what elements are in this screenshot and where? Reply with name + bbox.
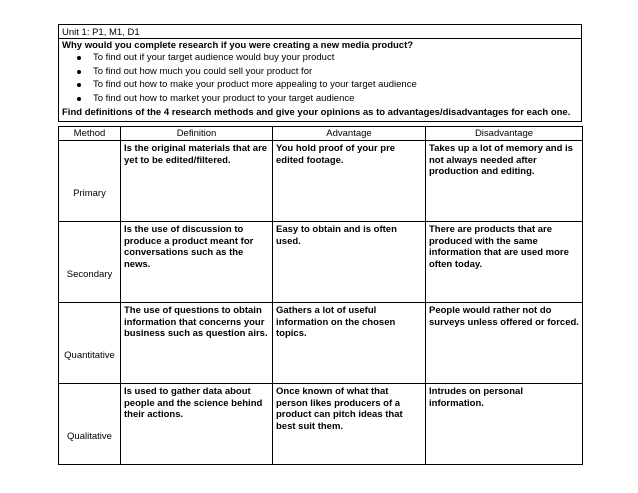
method-cell [59,141,121,222]
method-cell [59,384,121,465]
method-cell [59,303,121,384]
column-header-disadvantage: Disadvantage [426,127,583,141]
table-row [59,303,583,384]
unit-line: Unit 1: P1, M1, D1 [59,25,581,39]
bullet-item [93,79,578,93]
disadvantage-cell: Takes up a lot of memory and is not always needed after production and editing. [426,141,583,222]
bullet-icon [77,83,81,87]
bullet-list [62,52,578,106]
advantage-cell: You hold proof of your pre edited footage. [273,141,426,222]
bullet-text: To find out how to make your product more appealing to your target audience [93,79,417,91]
disadvantage-cell: Intrudes on personal information. [426,384,583,465]
header-box [58,24,582,122]
bullet-icon [77,70,81,74]
question-block [59,39,581,121]
advantage-cell: Easy to obtain and is often used. [273,222,426,303]
bullet-text: To find out how much you could sell your product for [93,65,313,77]
bullet-item [93,52,578,66]
bullet-icon [77,56,81,60]
bullet-text: To find out how to market your product to your target audience [93,92,355,104]
bullet-item [93,66,578,80]
definition-cell: Is the use of discussion to produce a product meant for conversations such as the news. [121,222,273,303]
method-label: Primary [73,187,106,199]
advantage-cell: Once known of what that person likes producers of a product can pitch ideas that best suit them. [273,384,426,465]
definition-cell: Is the original materials that are yet to be edited/filtered. [121,141,273,222]
advantage-cell: Gathers a lot of useful information on the chosen topics. [273,303,426,384]
method-label: Qualitative [67,430,112,442]
method-label: Secondary [66,268,113,280]
task-text: Find definitions of the 4 research methods and give your opinions as to advantages/disadvantages for each one. [62,107,571,119]
column-header-definition: Definition [121,127,273,141]
method-cell [59,222,121,303]
bullet-icon [77,97,81,101]
definition-cell: The use of questions to obtain information that concerns your business such as question airs. [121,303,273,384]
bullet-item [93,93,578,107]
bullet-text: To find out if your target audience would buy your product [93,52,335,64]
table-row [59,384,583,465]
table-header-row [59,127,583,141]
definition-cell: Is used to gather data about people and the science behind their actions. [121,384,273,465]
table-row [59,141,583,222]
column-header-advantage: Advantage [273,127,426,141]
method-label: Quantitative [64,349,115,361]
column-header-method: Method [59,127,121,141]
research-methods-table [58,126,583,465]
disadvantage-cell: People would rather not do surveys unless offered or forced. [426,303,583,384]
table-row [59,222,583,303]
disadvantage-cell: There are products that are produced with the same information that are used more often today. [426,222,583,303]
question-text: Why would you complete research if you were creating a new media product? [62,40,414,51]
